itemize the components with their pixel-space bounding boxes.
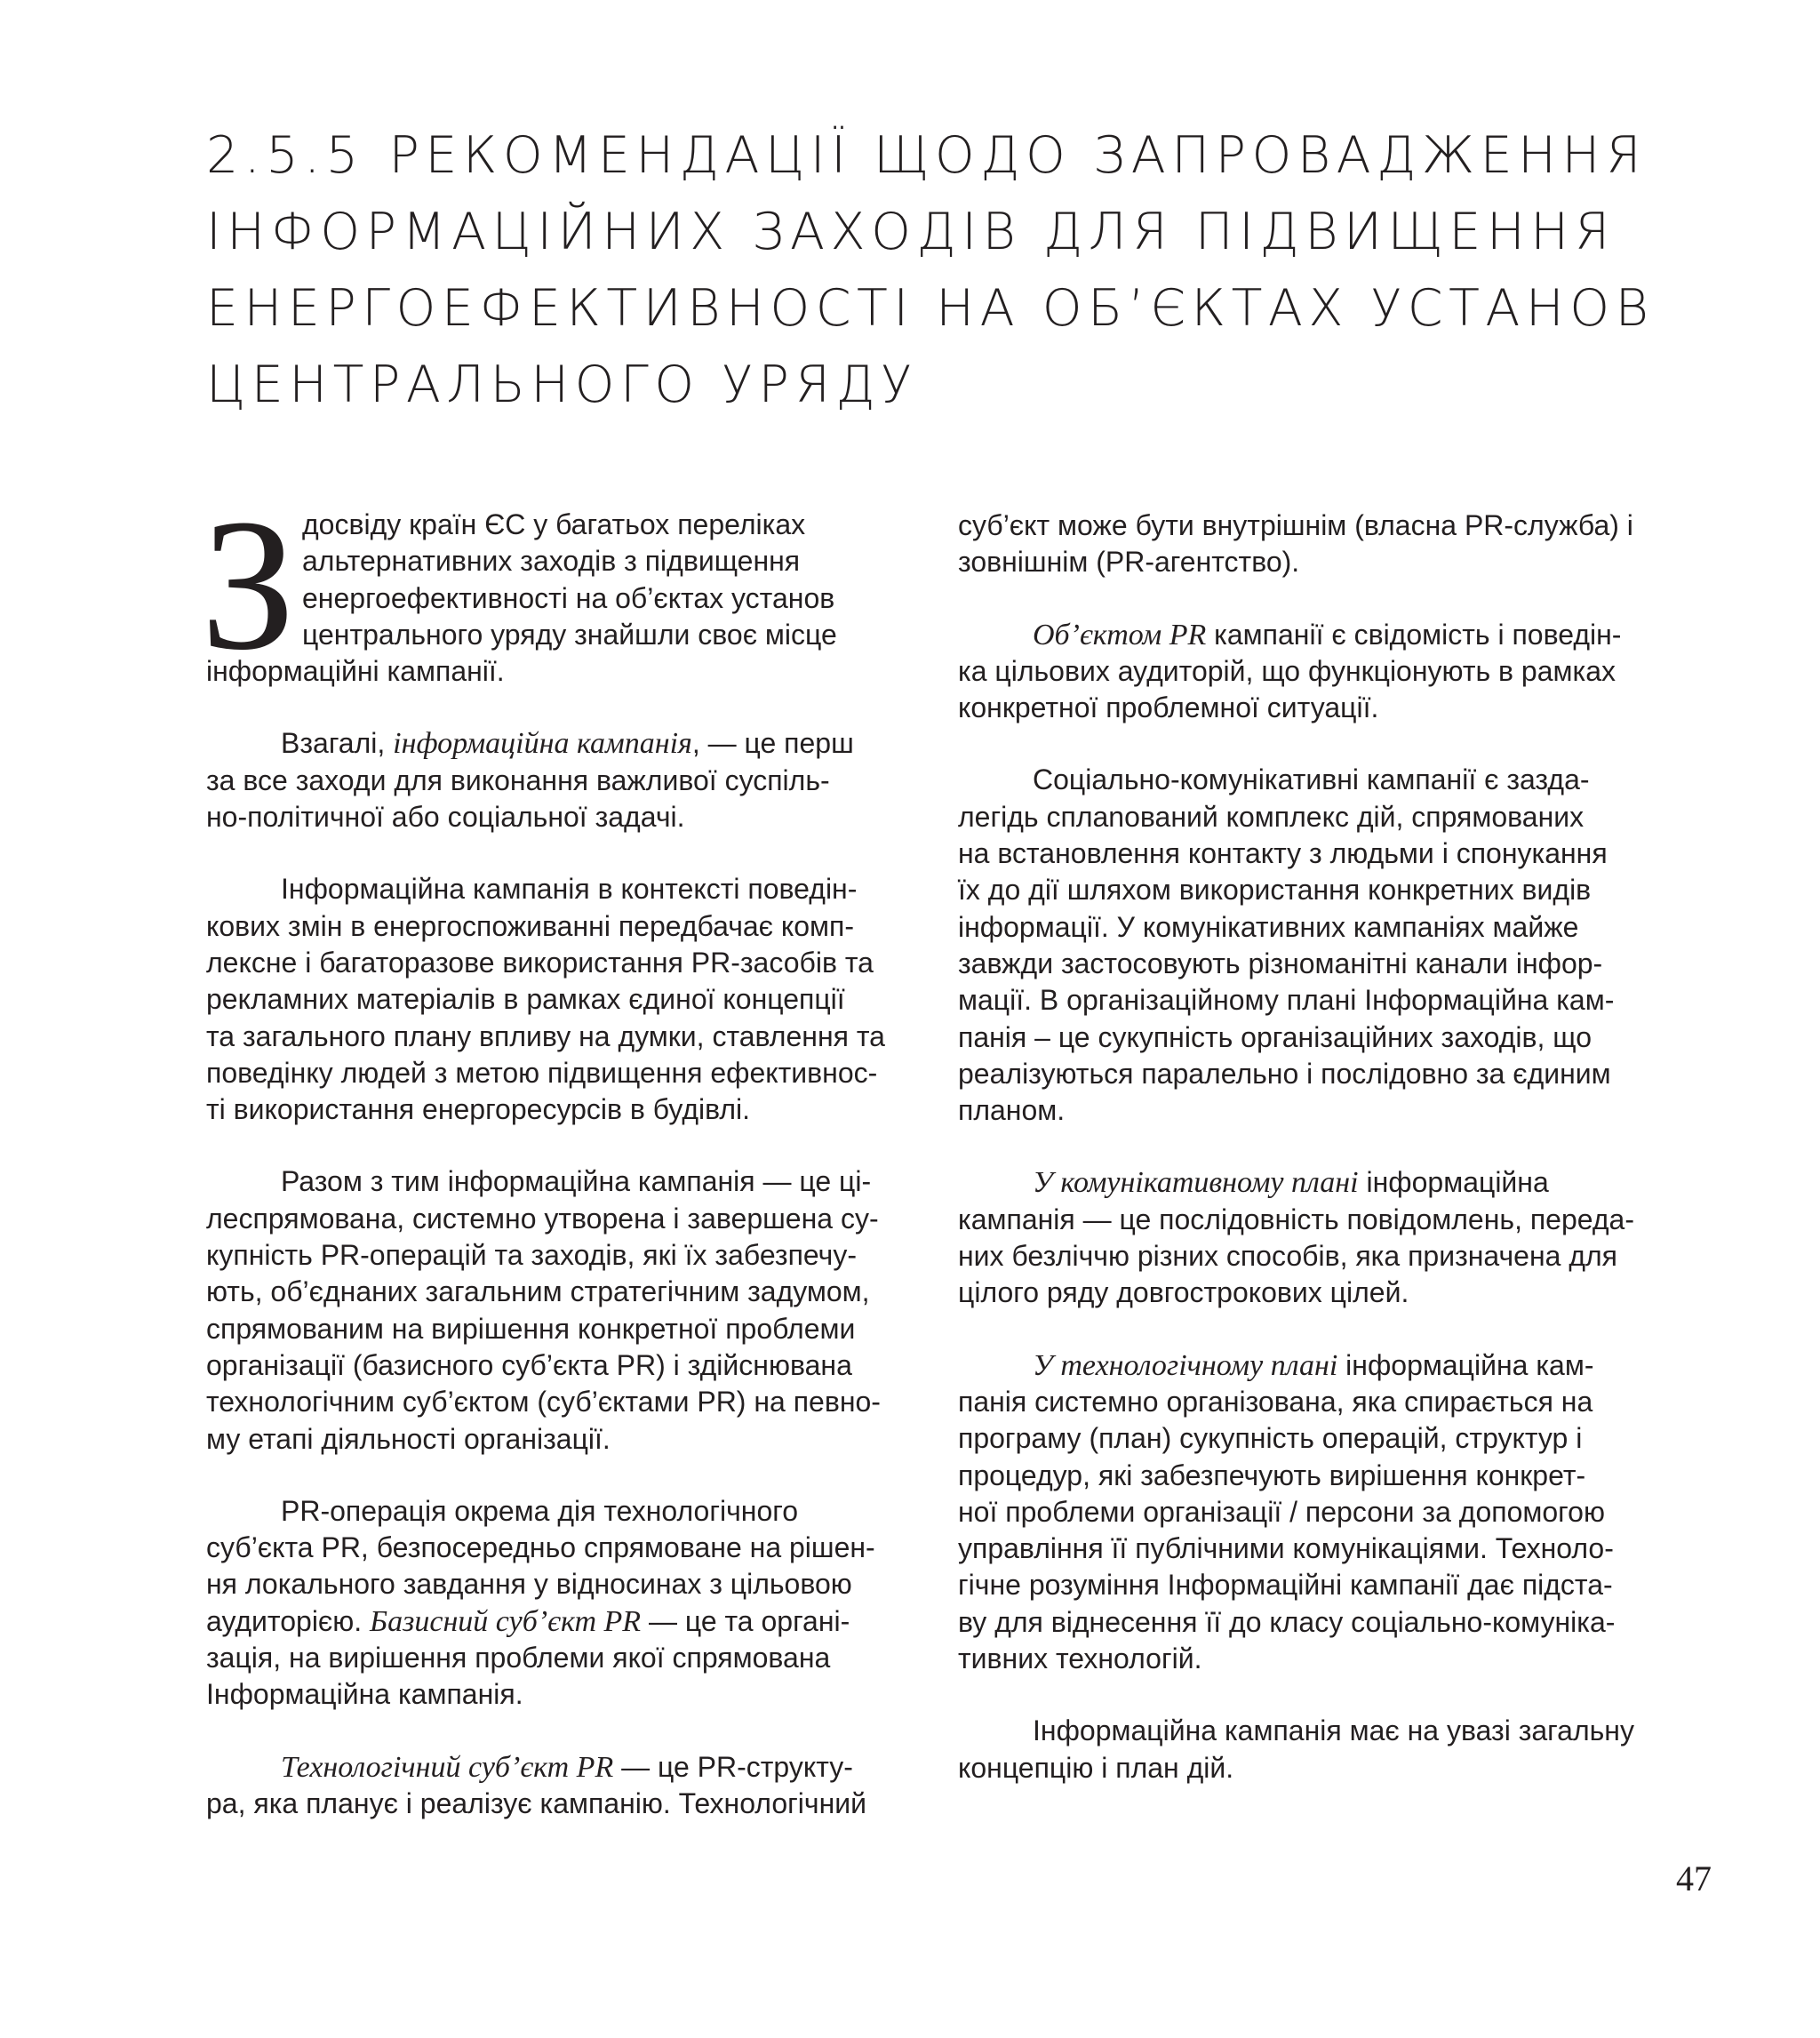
text-line: альтернативних заходів з підвищення xyxy=(302,545,801,578)
text-line: У технологічному плані інформаційна кам- xyxy=(1033,1348,1594,1382)
text-line: досвіду країн ЄС у багатьох переліках xyxy=(302,508,806,540)
text-line: технологічним суб’єктом (суб’єктами PR) на певно- xyxy=(206,1386,881,1419)
text-line: програму (план) сукупність операцій, структур і xyxy=(958,1422,1583,1455)
text-line: ють, об’єднаних загальним стратегічним задумом, xyxy=(206,1275,870,1308)
text-line: Об’єктом PR кампанії є свідомість і поведін- xyxy=(1033,618,1622,651)
italic-term: У комунікативному плані xyxy=(1033,1166,1359,1200)
text-line: спрямованим на вирішення конкретної проблеми xyxy=(206,1312,856,1345)
text-line: реалізуються паралельно і послідовно за єдиним xyxy=(958,1057,1611,1090)
text-line: поведінку людей з метою підвищення ефективнос- xyxy=(206,1056,878,1089)
heading-line-2: ІНФОРМАЦІЙНИХ ЗАХОДІВ ДЛЯ ПІДВИЩЕННЯ xyxy=(206,203,1616,261)
text-line: У комунікативному плані інформаційна xyxy=(1033,1166,1549,1200)
intro-paragraph xyxy=(201,480,922,690)
text-line: мації. В організаційному плані Інформаційна кам- xyxy=(958,984,1615,1017)
text-line: но-політичної або соціальної задачі. xyxy=(206,801,685,834)
paragraph xyxy=(958,1347,1674,1678)
paragraph xyxy=(958,617,1674,727)
paragraph xyxy=(206,871,922,1128)
heading-line-3: ЕНЕРГОЕФЕКТИВНОСТІ НА ОБ’ЄКТАХ УСТАНОВ xyxy=(206,279,1655,338)
paragraph xyxy=(958,508,1674,581)
italic-term: У технологічному плані xyxy=(1033,1348,1338,1382)
text-line: концепцію і план дій. xyxy=(958,1751,1234,1784)
text-line: за все заходи для виконання важливої суспіль- xyxy=(206,763,830,796)
paragraph xyxy=(958,1713,1674,1786)
paragraph xyxy=(206,1749,922,1823)
text-line: кових змін в енергоспоживанні передбачає комп- xyxy=(206,909,855,942)
text-line: ву для віднесення її до класу соціально-комуніка- xyxy=(958,1605,1616,1638)
text-line: процедур, які забезпечують вирішення конкрет- xyxy=(958,1459,1586,1491)
text-line: зовнішнім (PR-агентство). xyxy=(958,546,1300,579)
text-line: інформації. У комунікативних кампаніях майже xyxy=(958,910,1579,943)
text-line: конкретної проблемної ситуації. xyxy=(958,691,1379,724)
text-line: гічне розуміння Інформаційні кампанії дає підста- xyxy=(958,1569,1613,1602)
text-line: кампанія — це послідовність повідомлень, переда- xyxy=(958,1203,1634,1235)
heading-line-1: 2.5.5 РЕКОМЕНДАЦІЇ ЩОДО ЗАПРОВАДЖЕННЯ xyxy=(206,126,1647,185)
text-line: суб’єкта PR, безпосередньо спрямоване на рішен- xyxy=(206,1531,875,1564)
text-line: PR-операція окрема дія технологічного xyxy=(281,1494,799,1527)
text-line: ті використання енергоресурсів в будівлі. xyxy=(206,1093,751,1126)
paragraph xyxy=(206,1163,922,1457)
right-column xyxy=(958,508,1674,1822)
paragraph xyxy=(206,1493,922,1714)
text-line: ної проблеми організації / персони за допомогою xyxy=(958,1495,1605,1528)
text-line: інформаційні кампанії. xyxy=(206,655,505,688)
text-line: купність PR-операцій та заходів, які їх забезпечу- xyxy=(206,1239,857,1272)
text-line: на встановлення контакту з людьми і спонукання xyxy=(958,837,1608,870)
text-line: Разом з тим інформаційна кампанія — це ці- xyxy=(281,1165,872,1198)
text-line: управління її публічними комунікаціями. Техноло- xyxy=(958,1532,1614,1565)
text-line: цілого ряду довгострокових цілей. xyxy=(958,1276,1409,1309)
text-line: панія – це сукупність організаційних заходів, що xyxy=(958,1020,1592,1053)
italic-term: інформаційна кампанія xyxy=(393,727,692,761)
section-heading xyxy=(206,117,1735,423)
heading-line-4: ЦЕНТРАЛЬНОГО УРЯДУ xyxy=(206,356,918,414)
italic-term: Технологічний суб’єкт PR xyxy=(281,1750,614,1784)
text-line: легідь сплanований комплекс дій, спрямованих xyxy=(958,800,1585,833)
text-line: планом. xyxy=(958,1094,1066,1127)
text-line: Інформаційна кампанія в контексті поведін- xyxy=(281,873,858,906)
text-line: Технологічний суб’єкт PR — це PR-структу- xyxy=(281,1750,853,1784)
text-line: центрального уряду знайшли своє місце xyxy=(302,618,837,651)
text-line: му етапі діяльності організації. xyxy=(206,1422,611,1455)
text-line: ра, яка планує і реалізує кампанію. Технологічний xyxy=(206,1786,866,1819)
italic-term: Об’єктом PR xyxy=(1033,618,1207,651)
text-line: Взагалі, інформаційна кампанія, — це перш xyxy=(281,727,854,761)
text-line: ка цільових аудиторій, що функціонують в рамках xyxy=(958,654,1616,687)
text-line: завжди застосовують різноманітні канали інфор- xyxy=(958,947,1603,979)
page-number: 47 xyxy=(1676,1858,1712,1898)
paragraph xyxy=(958,762,1674,1129)
text-line: тивних технологій. xyxy=(958,1642,1202,1675)
text-line: зація, на вирішення проблеми якої спрямована xyxy=(206,1642,831,1674)
text-line: організації (базисного суб’єкта PR) і здійснювана xyxy=(206,1348,852,1381)
text-line: лексне і багаторазове використання PR-засобів та xyxy=(206,946,874,979)
section-number: 2.5.5 xyxy=(206,126,364,185)
text-line: Інформаційна кампанія має на увазі загальну xyxy=(1033,1714,1634,1747)
text-line: них безліччю різних способів, яка призначена для xyxy=(958,1240,1617,1273)
text-line: суб’єкт може бути внутрішнім (власна PR-служба) і xyxy=(958,509,1633,541)
text-line: їх до дії шляхом використання конкретних видів xyxy=(958,874,1592,907)
text-line: Соціально-комунікативні кампанії є зазда- xyxy=(1033,763,1590,796)
text-line: та загального плану впливу на думки, ставлення та xyxy=(206,1019,885,1052)
text-line: Інформаційна кампанія. xyxy=(206,1678,523,1711)
text-line: панія системно організована, яка спирається на xyxy=(958,1385,1593,1418)
paragraph-definition xyxy=(206,725,922,835)
drop-cap: З xyxy=(201,480,296,689)
left-column xyxy=(201,480,922,1858)
text-line: енергоефективності на об’єктах установ xyxy=(302,581,835,614)
text-line: леспрямована, системно утворена і завершена су- xyxy=(206,1202,879,1235)
text-line: рекламних матеріалів в рамках єдиної концепції xyxy=(206,983,845,1016)
text-line: аудиторією. Базисний суб’єкт PR — це та органі- xyxy=(206,1604,850,1638)
text-line: ня локального завдання у відносинах з цільовою xyxy=(206,1568,852,1601)
paragraph xyxy=(958,1164,1674,1311)
italic-term: Базисний суб’єкт PR xyxy=(370,1604,642,1638)
